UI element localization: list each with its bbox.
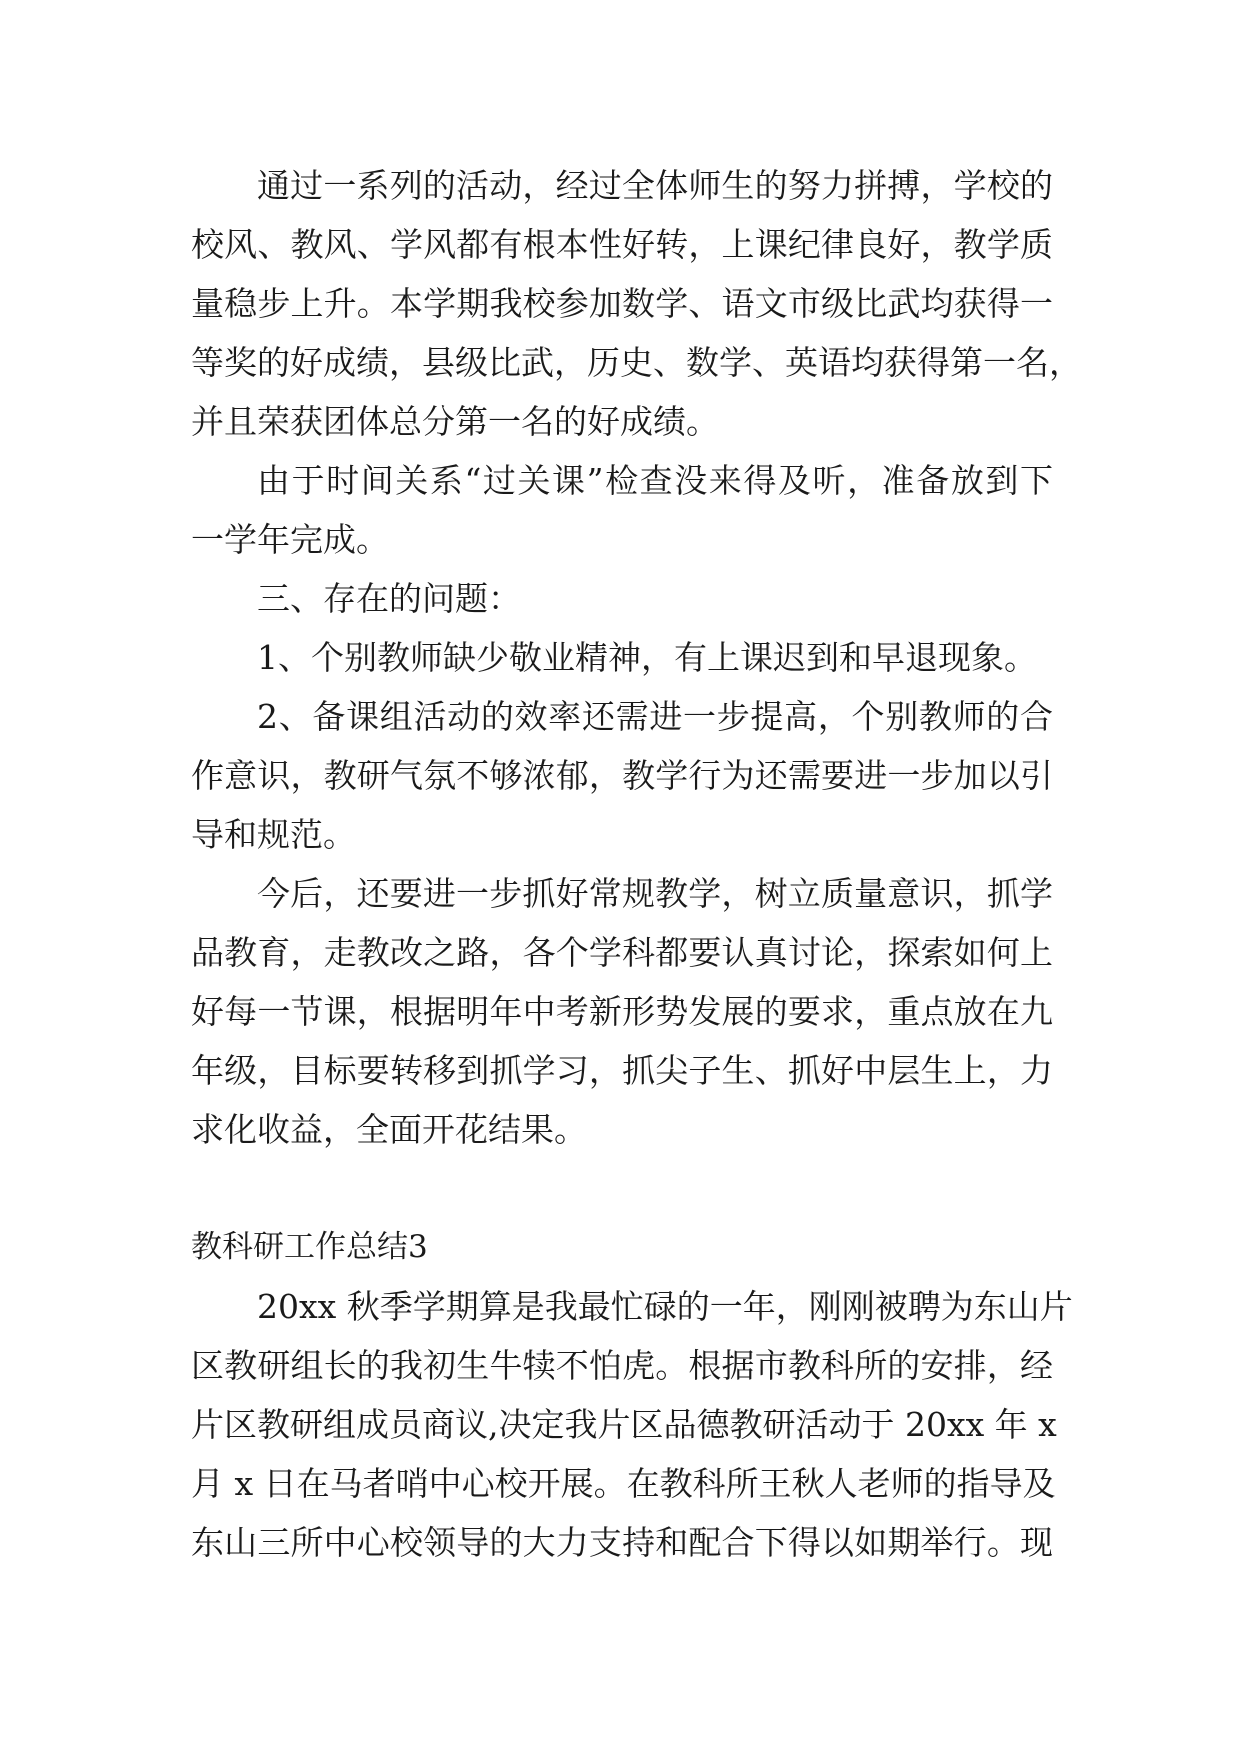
text-line: 一学年完成。 (191, 520, 389, 559)
text-line: 今后，还要进一步抓好常规教学，树立质量意识，抓学 (257, 874, 1053, 913)
paragraph-time-note (191, 451, 1053, 569)
blank-line (191, 1159, 1053, 1218)
paragraph-semester-summary (191, 1277, 1073, 1572)
paragraph-achievements (191, 156, 1082, 451)
text-line: 等奖的好成绩，县级比武，历史、数学、英语均获得第一名， (191, 343, 1082, 382)
text-line: 由于时间关系“过关课”检查没来得及听，准备放到下 (257, 461, 1053, 500)
text-line: 片区教研组成员商议,决定我片区品德教研活动于 20xx 年 x (191, 1405, 1057, 1444)
text-line: 月 x 日在马者哨中心校开展。在教科所王秋人老师的指导及 (191, 1464, 1056, 1503)
text-line: 作意识，教研气氛不够浓郁，教学行为还需要进一步加以引 (191, 756, 1053, 795)
text-line: 通过一系列的活动，经过全体师生的努力拼搏，学校的 (257, 166, 1053, 205)
text-line: 2、备课组活动的效率还需进一步提高，个别教师的合 (257, 697, 1053, 736)
problem-item-1: 1、个别教师缺少敬业精神，有上课迟到和早退现象。 (257, 638, 1037, 677)
text-line: 求化收益，全面开花结果。 (191, 1110, 587, 1149)
section-heading: 三、存在的问题： (257, 579, 521, 618)
text-line: 区教研组长的我初生牛犊不怕虎。根据市教科所的安排，经 (191, 1346, 1053, 1385)
text-line: 并且荣获团体总分第一名的好成绩。 (191, 402, 719, 441)
text-line: 校风、教风、学风都有根本性好转，上课纪律良好，教学质 (191, 225, 1053, 264)
text-line: 量稳步上升。本学期我校参加数学、语文市级比武均获得一 (191, 284, 1053, 323)
text-line: 东山三所中心校领导的大力支持和配合下得以如期举行。现 (191, 1523, 1053, 1562)
text-line: 年级，目标要转移到抓学习，抓尖子生、抓好中层生上，力 (191, 1051, 1053, 1090)
text-line: 20xx 秋季学期算是我最忙碌的一年，刚刚被聘为东山片 (257, 1287, 1073, 1326)
text-line: 好每一节课，根据明年中考新形势发展的要求，重点放在九 (191, 992, 1053, 1031)
problem-item-2 (191, 687, 1053, 864)
text-line: 导和规范。 (191, 815, 356, 854)
document-page (191, 156, 1082, 1572)
paragraph-future-plans (191, 864, 1053, 1159)
document-title: 教科研工作总结3 (191, 1229, 428, 1265)
text-line: 品教育，走教改之路，各个学科都要认真讨论，探索如何上 (191, 933, 1053, 972)
